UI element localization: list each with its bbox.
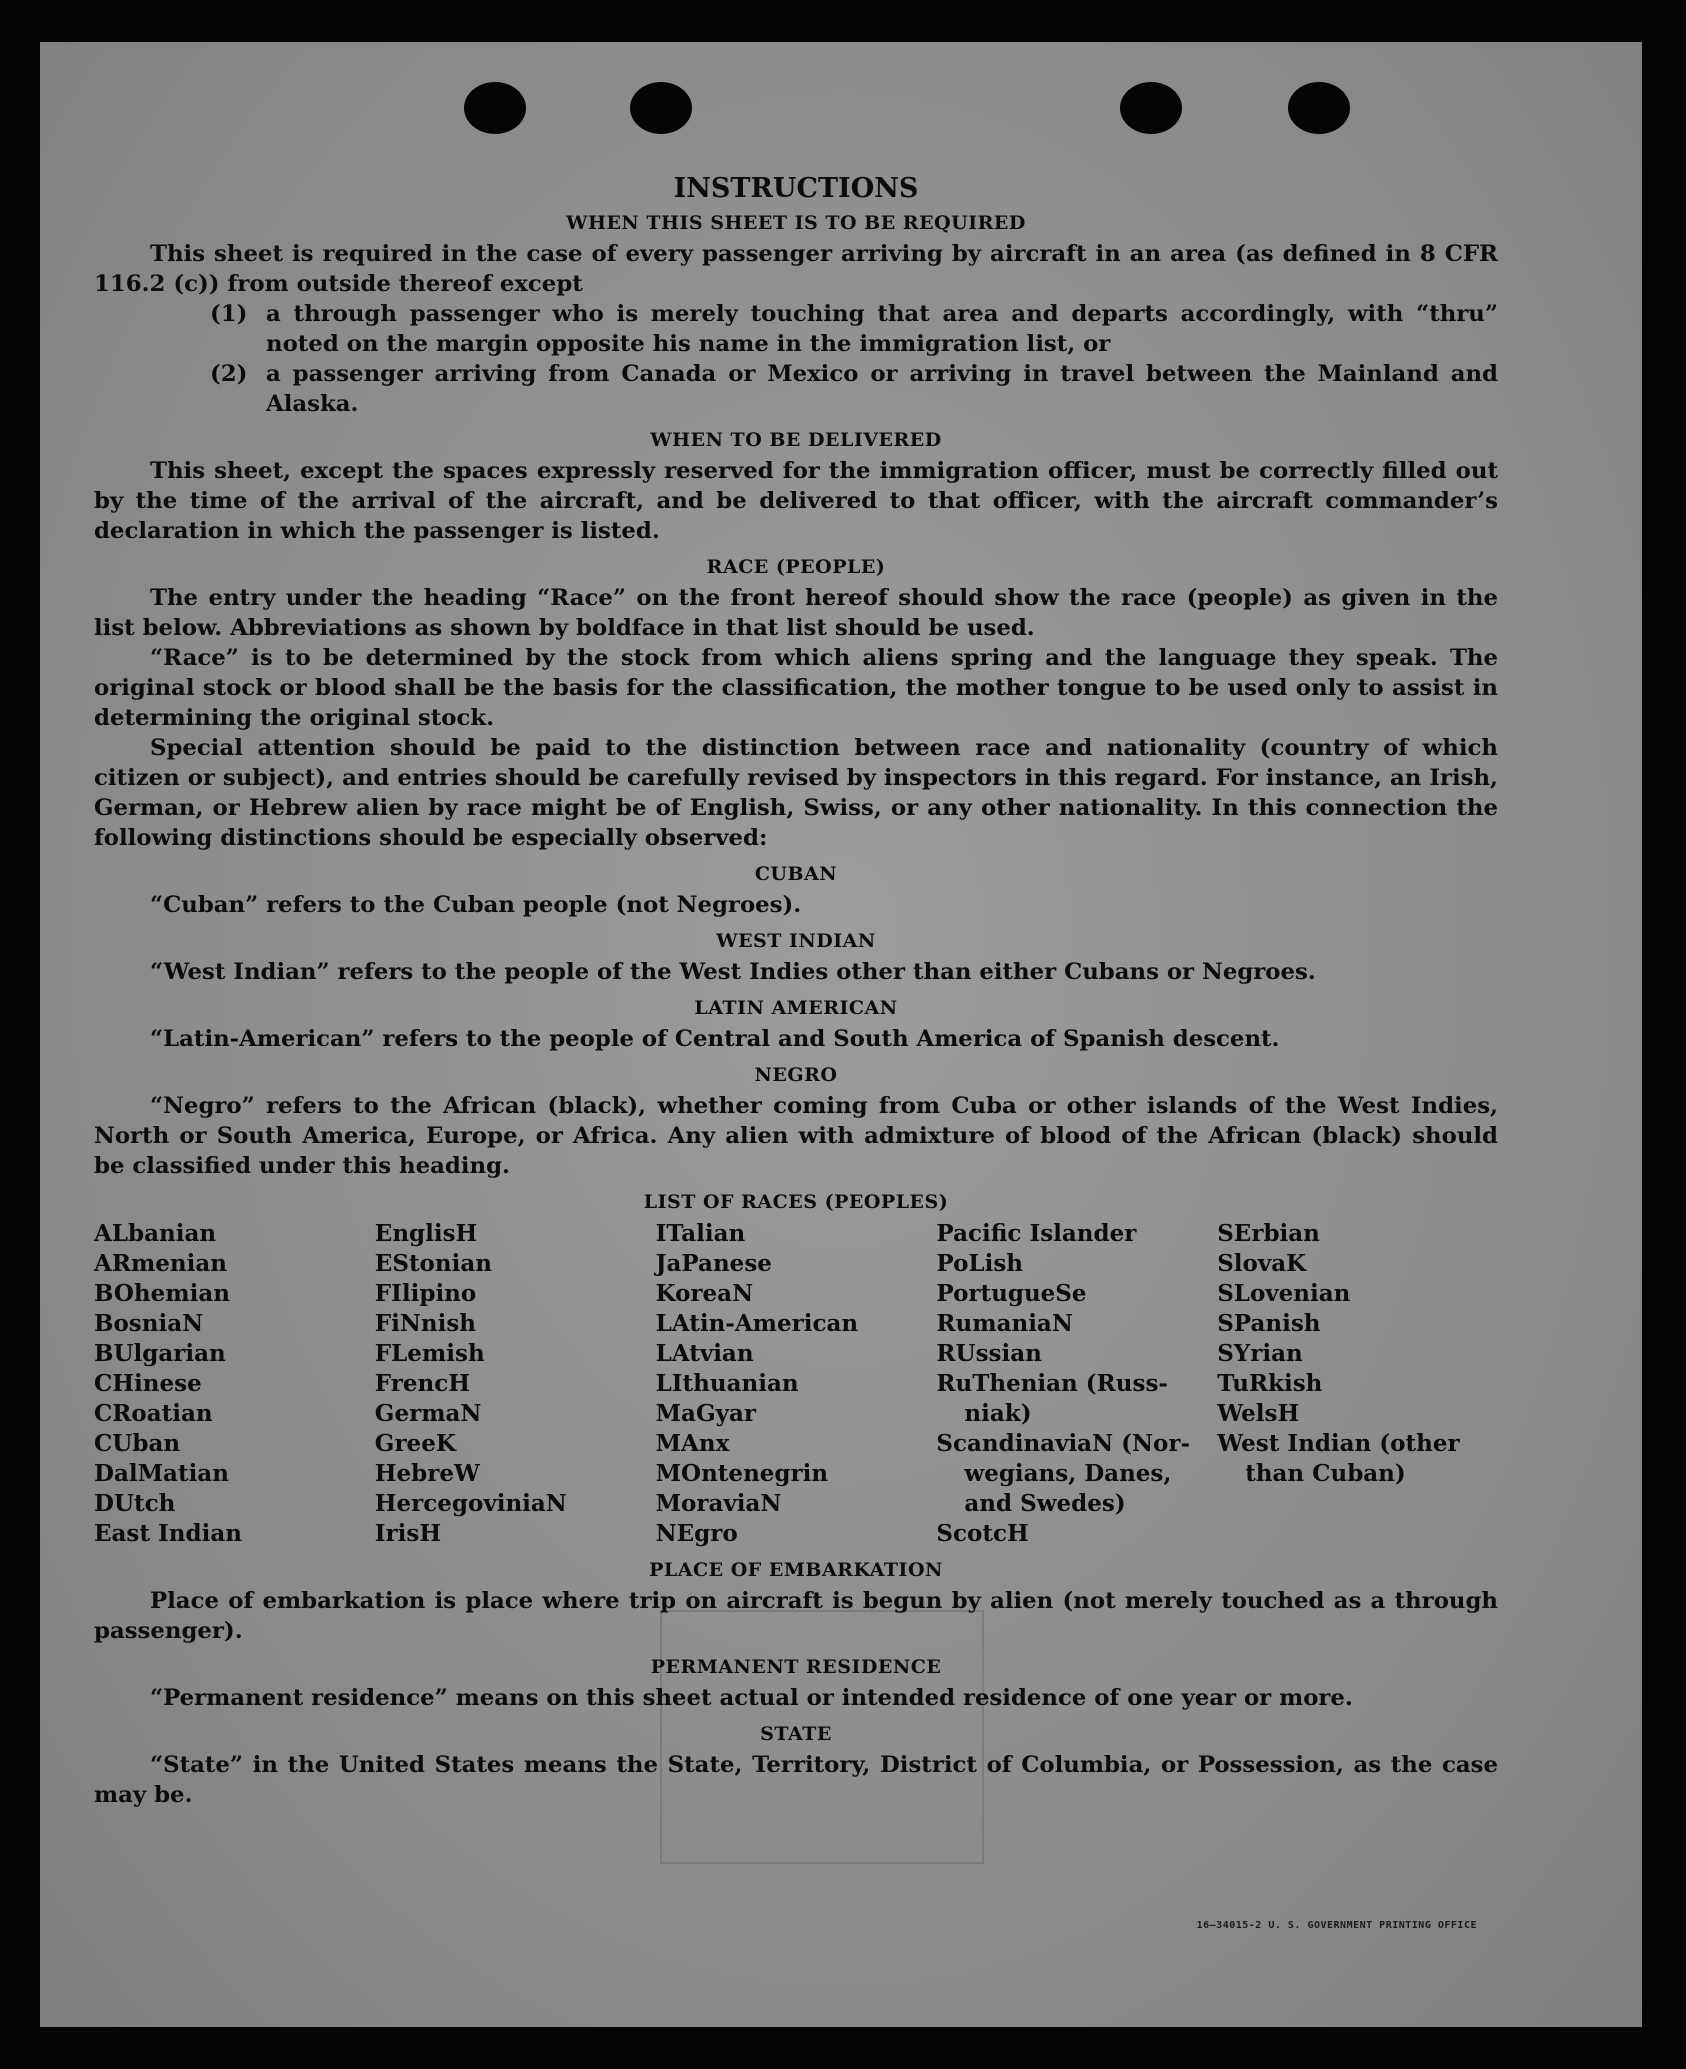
residence-text: “Permanent residence” means on this sheet actual or intended residence of one year or more.: [150, 1685, 1353, 1711]
required-intro: This sheet is required in the case of every passenger arriving by aircraft in an area (as defined in 8 CFR 116.2 (c)) from outside thereof except: [94, 241, 1498, 297]
race-entry: BUlgarian: [94, 1340, 226, 1367]
races-list: [94, 1219, 1498, 1549]
document-page: [40, 42, 1642, 2027]
exception-number: (2): [210, 361, 248, 387]
section-heading-residence: PERMANENT RESIDENCE: [650, 1656, 942, 1678]
race-entry: MOntenegrin: [655, 1460, 829, 1487]
race-entry: ARmenian: [94, 1250, 228, 1277]
section-heading-negro: NEGRO: [754, 1064, 838, 1086]
section-heading-required: WHEN THIS SHEET IS TO BE REQUIRED: [566, 212, 1026, 234]
races-column: [656, 1219, 937, 1549]
race-entry: HebreW: [374, 1460, 480, 1487]
race-entry: JaPanese: [655, 1250, 772, 1277]
race-entry: niak): [964, 1400, 1032, 1427]
section-heading-races-list: LIST OF RACES (PEOPLES): [643, 1191, 949, 1213]
west-indian-text: “West Indian” refers to the people of the West Indies other than either Cubans or Negroes.: [150, 959, 1316, 985]
race-entry: ScotcH: [936, 1520, 1029, 1547]
race-entry: SPanish: [1217, 1310, 1321, 1337]
race-entry: WelsH: [1217, 1400, 1300, 1427]
cuban-text: “Cuban” refers to the Cuban people (not Negroes).: [150, 892, 802, 918]
section-heading-cuban: CUBAN: [754, 863, 838, 885]
punch-hole: [1288, 82, 1350, 134]
state-text: “State” in the United States means the State, Territory, District of Columbia, or Possession, as the case may be.: [94, 1752, 1498, 1808]
race-entry: MAnx: [655, 1430, 730, 1457]
race-entry: FiNnish: [374, 1310, 477, 1337]
race-entry: RUssian: [936, 1340, 1042, 1367]
race-entry: KoreaN: [655, 1280, 754, 1307]
exception-text: a passenger arriving from Canada or Mexico or arriving in travel between the Mainland and Alaska.: [266, 361, 1498, 417]
race-entry: FrencH: [374, 1370, 470, 1397]
race-entry: ALbanian: [94, 1220, 217, 1247]
section-heading-latin-american: LATIN AMERICAN: [694, 997, 898, 1019]
race-entry: BosniaN: [94, 1310, 204, 1337]
delivered-text: This sheet, except the spaces expressly reserved for the immigration officer, must be correctly filled out by the time of the arrival of the aircraft, and be delivered to that officer, with the aircraft commander’s declaration in which the passenger is listed.: [94, 458, 1498, 544]
race-paragraph: The entry under the heading “Race” on the front hereof should show the race (people) as given in the list below. Abbreviations as shown by boldface in that list should be used.: [94, 585, 1498, 641]
races-column: [94, 1219, 375, 1549]
race-entry: IrisH: [374, 1520, 442, 1547]
section-heading-embarkation: PLACE OF EMBARKATION: [649, 1559, 943, 1581]
race-entry: DUtch: [94, 1490, 176, 1517]
race-entry: CUban: [94, 1430, 181, 1457]
race-entry: GreeK: [374, 1430, 456, 1457]
race-entry: PoLish: [936, 1250, 1023, 1277]
race-entry: MoraviaN: [655, 1490, 782, 1517]
section-heading-delivered: WHEN TO BE DELIVERED: [650, 429, 942, 451]
race-entry: Pacific Islander: [936, 1220, 1137, 1247]
race-entry: CRoatian: [94, 1400, 213, 1427]
race-paragraph: “Race” is to be determined by the stock from which aliens spring and the language they speak. The original stock or blood shall be the basis for the classification, the mother tongue to be used only to assist in determining the original stock.: [94, 645, 1498, 731]
race-entry: West Indian (other: [1217, 1430, 1460, 1457]
latin-american-text: “Latin-American” refers to the people of Central and South America of Spanish descent.: [150, 1026, 1280, 1052]
race-entry: FLemish: [374, 1340, 485, 1367]
embarkation-text: Place of embarkation is place where trip on aircraft is begun by alien (not merely touched as a through passenger).: [94, 1588, 1498, 1644]
races-column: [375, 1219, 656, 1549]
race-entry: ScandinaviaN (Nor-: [936, 1430, 1191, 1457]
race-entry: NEgro: [655, 1520, 738, 1547]
punch-hole: [464, 82, 526, 134]
race-entry: SLovenian: [1217, 1280, 1351, 1307]
race-entry: East Indian: [94, 1520, 242, 1547]
race-entry: GermaN: [374, 1400, 482, 1427]
race-entry: RuThenian (Russ-: [936, 1370, 1168, 1397]
race-entry: EStonian: [374, 1250, 492, 1277]
punch-hole: [630, 82, 692, 134]
race-entry: than Cuban): [1245, 1460, 1406, 1487]
printing-office-code: 16—34015-2 U. S. GOVERNMENT PRINTING OFFICE: [1196, 1920, 1477, 1931]
race-entry: LAtin-American: [655, 1310, 859, 1337]
race-entry: SlovaK: [1217, 1250, 1307, 1277]
race-entry: LIthuanian: [655, 1370, 799, 1397]
exception-item: [94, 299, 1498, 359]
race-entry: RumaniaN: [936, 1310, 1073, 1337]
section-heading-race: RACE (PEOPLE): [706, 556, 886, 578]
race-entry: HercegoviniaN: [374, 1490, 567, 1517]
race-entry: EnglisH: [374, 1220, 478, 1247]
punch-hole: [1120, 82, 1182, 134]
race-entry: and Swedes): [964, 1490, 1126, 1517]
race-entry: ITalian: [655, 1220, 746, 1247]
race-entry: DalMatian: [94, 1460, 229, 1487]
race-entry: TuRkish: [1217, 1370, 1323, 1397]
page-title: INSTRUCTIONS: [673, 173, 919, 204]
section-heading-state: STATE: [760, 1723, 832, 1745]
race-paragraph: Special attention should be paid to the distinction between race and nationality (country of which citizen or subject), and entries should be carefully revised by inspectors in this regard. For instance, an Irish, German, or Hebrew alien by race might be of English, Swiss, or any other nationality. In this connection the following distinctions should be especially observed:: [94, 735, 1498, 851]
races-column: [1217, 1219, 1498, 1549]
race-entry: BOhemian: [94, 1280, 230, 1307]
negro-text: “Negro” refers to the African (black), whether coming from Cuba or other islands of the West Indies, North or South America, Europe, or Africa. Any alien with admixture of blood of the African (black) should be classified under this heading.: [94, 1093, 1498, 1179]
race-entry: LAtvian: [655, 1340, 754, 1367]
race-entry: MaGyar: [655, 1400, 756, 1427]
exception-text: a through passenger who is merely touching that area and departs accordingly, with “thru” noted on the margin opposite his name in the immigration list, or: [266, 301, 1498, 357]
race-entry: SErbian: [1217, 1220, 1320, 1247]
race-entry: CHinese: [94, 1370, 202, 1397]
race-entry: FIlipino: [374, 1280, 477, 1307]
race-entry: wegians, Danes,: [964, 1460, 1172, 1487]
exception-item: [94, 359, 1498, 419]
section-heading-west-indian: WEST INDIAN: [716, 930, 876, 952]
races-column: [936, 1219, 1217, 1549]
instructions-body: [94, 172, 1498, 1810]
race-entry: SYrian: [1217, 1340, 1303, 1367]
race-entry: PortugueSe: [936, 1280, 1087, 1307]
exception-number: (1): [210, 301, 248, 327]
